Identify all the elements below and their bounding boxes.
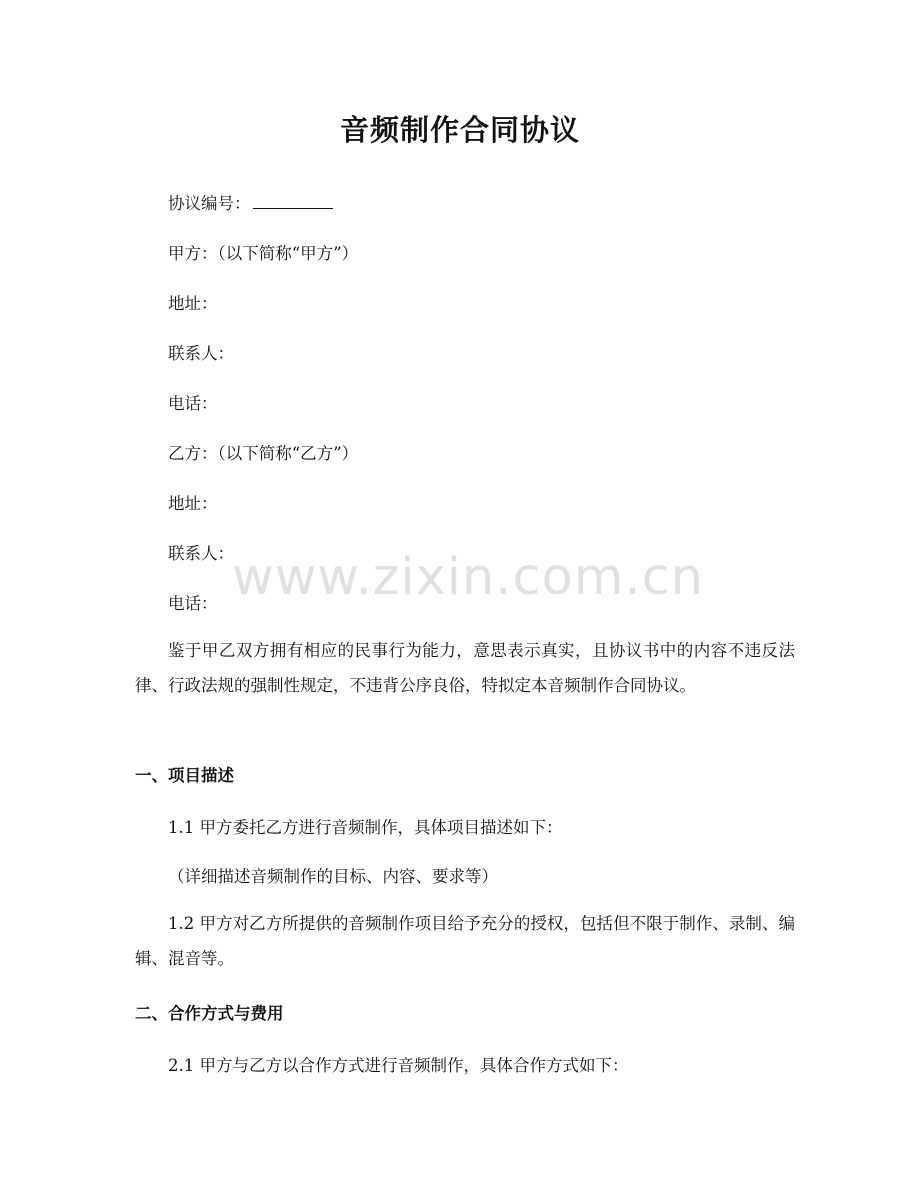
agreement-number-blank: [253, 192, 333, 209]
party-a-line: 甲方：（以下简称“甲方”）: [168, 244, 359, 263]
agreement-number-label: 协议编号：: [168, 194, 251, 213]
party-a-address: 地址：: [168, 294, 218, 313]
party-b-line: 乙方：（以下简称“乙方”）: [168, 444, 359, 463]
party-a-phone: 电话：: [168, 394, 218, 413]
party-b-contact: 联系人：: [168, 544, 234, 563]
document-title: 音频制作合同协议: [339, 113, 580, 147]
clause-2-1: 2.1 甲方与乙方以合作方式进行音频制作，具体合作方式如下：: [168, 1056, 629, 1075]
clause-1-2: 1.2 甲方对乙方所提供的音频制作项目给予充分的授权，包括但不限于制作、录制、编辑、混音等。: [135, 914, 795, 968]
section-2-heading: 二、合作方式与费用: [135, 1004, 284, 1023]
clause-1-1: 1.1 甲方委托乙方进行音频制作，具体项目描述如下：: [168, 818, 563, 837]
watermark: www.zixin.com.cn: [232, 548, 704, 607]
party-b-phone: 电话：: [168, 594, 218, 613]
clause-1-1-detail: （详细描述音频制作的目标、内容、要求等）: [168, 867, 498, 886]
party-a-contact: 联系人：: [168, 344, 234, 363]
preamble-paragraph: 鉴于甲乙双方拥有相应的民事行为能力，意思表示真实，且协议书中的内容不违反法律、行政法规的强制性规定，不违背公序良俗，特拟定本音频制作合同协议。: [135, 641, 795, 695]
party-b-address: 地址：: [168, 494, 218, 513]
agreement-number-line: [168, 190, 333, 214]
section-1-heading: 一、项目描述: [135, 766, 234, 785]
